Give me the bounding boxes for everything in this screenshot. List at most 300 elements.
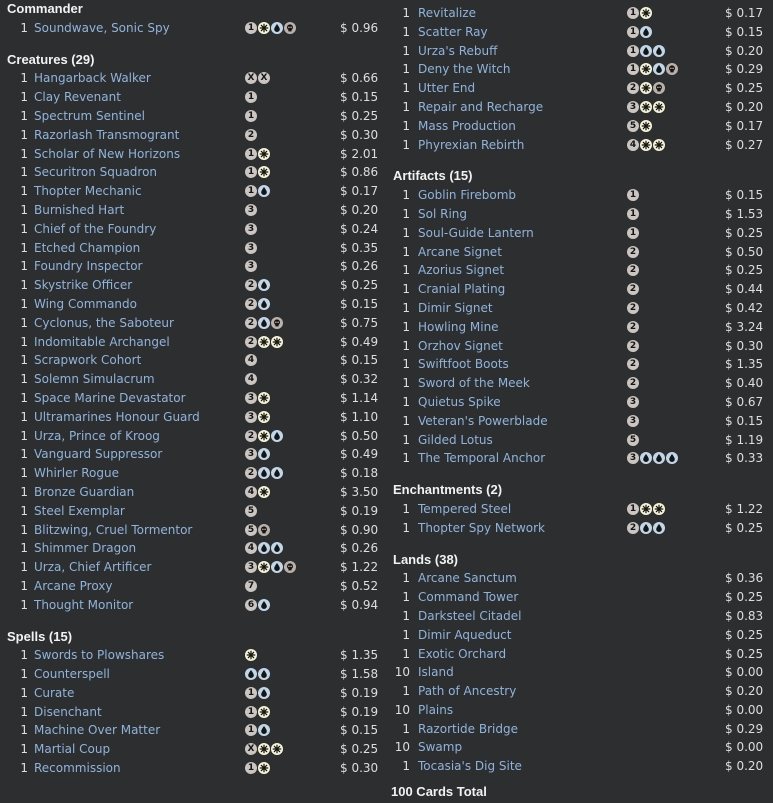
- blue-mana-icon: [258, 448, 270, 460]
- card-quantity: 1: [20, 146, 28, 161]
- card-name-link[interactable]: Tempered Steel: [418, 501, 512, 516]
- card-quantity: 1: [20, 20, 28, 35]
- generic-mana-icon: 2: [245, 279, 257, 291]
- card-name-link[interactable]: Plains: [418, 702, 454, 717]
- card-name-link[interactable]: Solemn Simulacrum: [34, 372, 155, 387]
- blue-mana-icon: [666, 452, 678, 464]
- card-row: [386, 205, 773, 224]
- card-name-link[interactable]: Urza's Rebuff: [418, 43, 498, 58]
- card-name-link[interactable]: Disenchant: [34, 704, 102, 719]
- card-name-link[interactable]: Recommission: [34, 761, 121, 776]
- card-name-link[interactable]: Ultramarines Honour Guard: [34, 409, 200, 424]
- generic-mana-icon: 3: [245, 260, 257, 272]
- card-price: $ 0.94: [340, 597, 379, 612]
- mana-cost: [627, 208, 639, 220]
- card-name-link[interactable]: Skystrike Officer: [34, 278, 133, 293]
- mana-cost: [245, 505, 257, 517]
- generic-mana-icon: 6: [245, 599, 257, 611]
- generic-mana-icon: 5: [627, 434, 639, 446]
- card-price: $ 0.30: [725, 338, 764, 353]
- black-mana-icon: [666, 63, 678, 75]
- card-name-link[interactable]: Foundry Inspector: [34, 259, 143, 274]
- card-name-link[interactable]: Arcane Sanctum: [418, 571, 517, 586]
- card-price: $ 0.25: [340, 278, 379, 293]
- generic-mana-icon: 2: [627, 340, 639, 352]
- card-name-link[interactable]: Hangarback Walker: [34, 71, 151, 86]
- card-quantity: 1: [20, 648, 28, 663]
- mana-cost: [245, 148, 270, 160]
- card-price: $ 0.17: [725, 118, 764, 133]
- card-name-link[interactable]: Bronze Guardian: [34, 484, 135, 499]
- generic-mana-icon: 1: [627, 7, 639, 19]
- card-name-link[interactable]: Path of Ancestry: [418, 684, 517, 699]
- blue-mana-icon: [245, 668, 257, 680]
- card-price: $ 0.90: [340, 522, 379, 537]
- white-mana-icon: [640, 7, 652, 19]
- card-name-link[interactable]: Burnished Hart: [34, 202, 125, 217]
- card-price: $ 0.25: [725, 627, 764, 642]
- card-price: $ 0.29: [725, 721, 764, 736]
- generic-mana-icon: 1: [627, 503, 639, 515]
- card-name-link[interactable]: Arcane Proxy: [34, 578, 113, 593]
- card-row: [0, 182, 388, 201]
- card-price: $ 0.15: [725, 188, 764, 203]
- blue-mana-icon: [258, 542, 270, 554]
- card-row: [0, 759, 388, 778]
- generic-mana-icon: 5: [627, 120, 639, 132]
- generic-mana-icon: 1: [245, 762, 257, 774]
- card-name-link[interactable]: Utter End: [418, 81, 476, 96]
- card-name-link[interactable]: Steel Exemplar: [34, 503, 125, 518]
- mana-cost: [627, 82, 665, 94]
- card-name-link[interactable]: Martial Coup: [34, 742, 111, 757]
- card-row: [386, 374, 773, 393]
- card-quantity: 1: [20, 184, 28, 199]
- generic-mana-icon: 1: [245, 185, 257, 197]
- mana-cost: [627, 283, 639, 295]
- card-price: $ 0.00: [725, 740, 764, 755]
- white-mana-icon: [258, 148, 270, 160]
- generic-mana-icon: 3: [245, 448, 257, 460]
- card-price: $ 0.19: [340, 503, 379, 518]
- card-price: $ 0.20: [725, 43, 764, 58]
- card-name-link[interactable]: Howling Mine: [418, 319, 499, 334]
- mana-cost: [245, 336, 283, 348]
- blue-mana-icon: [640, 45, 652, 57]
- white-mana-icon: [640, 101, 652, 113]
- card-name-link[interactable]: Blitzwing, Cruel Tormentor: [34, 522, 193, 537]
- card-row: [0, 257, 388, 276]
- generic-mana-icon: 1: [245, 687, 257, 699]
- card-row: [386, 79, 773, 98]
- card-price: $ 0.27: [725, 137, 764, 152]
- black-mana-icon: [271, 317, 283, 329]
- card-quantity: 1: [20, 466, 28, 481]
- card-quantity: 1: [20, 578, 28, 593]
- card-name-link[interactable]: Sword of the Meek: [418, 376, 530, 391]
- card-name-link[interactable]: Scholar of New Horizons: [34, 146, 181, 161]
- card-quantity: 1: [20, 447, 28, 462]
- card-price: $ 1.58: [340, 667, 379, 682]
- card-row: [0, 646, 388, 665]
- mana-cost: [627, 139, 665, 151]
- generic-mana-icon: 3: [245, 223, 257, 235]
- card-quantity: 1: [20, 127, 28, 142]
- generic-mana-icon: 3: [245, 242, 257, 254]
- card-name-link[interactable]: Tocasia's Dig Site: [418, 759, 522, 774]
- card-name-link[interactable]: Urza, Prince of Kroog: [34, 428, 160, 443]
- card-name-link[interactable]: Vanguard Suppressor: [34, 447, 163, 462]
- black-mana-icon: [284, 22, 296, 34]
- card-name-link[interactable]: Urza, Chief Artificer: [34, 560, 152, 575]
- card-name-link[interactable]: Revitalize: [418, 6, 477, 20]
- generic-mana-icon: 4: [627, 139, 639, 151]
- card-name-link[interactable]: Curate: [34, 685, 75, 700]
- card-name-link[interactable]: Securitron Squadron: [34, 165, 158, 180]
- generic-mana-icon: 1: [245, 706, 257, 718]
- card-price: $ 0.15: [340, 353, 379, 368]
- mana-cost: [245, 166, 270, 178]
- card-quantity: 1: [402, 432, 410, 447]
- mana-cost: [245, 706, 270, 718]
- x-mana-icon: X: [245, 743, 257, 755]
- generic-mana-icon: 2: [245, 317, 257, 329]
- generic-mana-icon: 2: [627, 283, 639, 295]
- card-name-link[interactable]: Etched Champion: [34, 240, 141, 255]
- white-mana-icon: [640, 503, 652, 515]
- white-mana-icon: [258, 392, 270, 404]
- card-name-link[interactable]: Darksteel Citadel: [418, 608, 522, 623]
- mana-cost: [627, 415, 639, 427]
- blue-mana-icon: [640, 452, 652, 464]
- card-name-link[interactable]: Machine Over Matter: [34, 723, 161, 738]
- card-price: $ 0.30: [340, 761, 379, 776]
- card-price: $ 1.35: [725, 357, 764, 372]
- card-name-link[interactable]: Sol Ring: [418, 206, 468, 221]
- card-row: [386, 42, 773, 61]
- card-quantity: 1: [402, 413, 410, 428]
- mana-cost: [245, 298, 270, 310]
- card-quantity: 1: [402, 188, 410, 203]
- card-quantity: 1: [402, 282, 410, 297]
- card-price: $ 0.25: [725, 646, 764, 661]
- blue-mana-icon: [271, 542, 283, 554]
- mana-cost: [627, 189, 639, 201]
- card-price: $ 0.18: [340, 466, 379, 481]
- card-price: $ 3.50: [340, 484, 379, 499]
- card-price: $ 0.66: [340, 71, 379, 86]
- card-quantity: 1: [20, 503, 28, 518]
- mana-cost: [245, 373, 257, 385]
- card-name-link[interactable]: Chief of the Foundry: [34, 221, 157, 236]
- mana-cost: [627, 340, 639, 352]
- card-row: [0, 740, 388, 759]
- generic-mana-icon: 1: [245, 110, 257, 122]
- card-quantity: 1: [20, 541, 28, 556]
- card-price: $ 1.14: [340, 390, 379, 405]
- white-mana-icon: [640, 63, 652, 75]
- card-name-link[interactable]: Dimir Signet: [418, 300, 493, 315]
- card-row: [0, 464, 388, 483]
- card-row: [0, 558, 388, 577]
- card-price: $ 0.83: [725, 608, 764, 623]
- blue-mana-icon: [258, 279, 270, 291]
- blue-mana-icon: [271, 430, 283, 442]
- generic-mana-icon: 2: [627, 302, 639, 314]
- card-price: $ 0.20: [725, 99, 764, 114]
- card-quantity: 1: [20, 165, 28, 180]
- card-name-link[interactable]: Gilded Lotus: [418, 432, 493, 447]
- card-price: $ 0.17: [725, 6, 764, 20]
- card-row: [386, 393, 773, 412]
- generic-mana-icon: 1: [627, 189, 639, 201]
- card-price: $ 3.24: [725, 319, 764, 334]
- card-row: [0, 577, 388, 596]
- card-price: $ 0.26: [340, 259, 379, 274]
- card-row: [386, 569, 773, 588]
- card-quantity: 1: [20, 71, 28, 86]
- white-mana-icon: [653, 139, 665, 151]
- card-name-link[interactable]: Thought Monitor: [34, 597, 134, 612]
- card-price: $ 0.19: [340, 704, 379, 719]
- card-name-link[interactable]: Deny the Witch: [418, 62, 511, 77]
- mana-cost: [245, 72, 270, 84]
- mana-cost: [627, 120, 652, 132]
- card-price: $ 0.15: [725, 413, 764, 428]
- mana-cost: [245, 561, 296, 573]
- mana-cost: [245, 668, 270, 680]
- card-name-link[interactable]: Scatter Ray: [418, 24, 488, 39]
- card-row: [386, 318, 773, 337]
- generic-mana-icon: 2: [627, 321, 639, 333]
- card-quantity: 1: [20, 761, 28, 776]
- generic-mana-icon: 2: [627, 82, 639, 94]
- card-name-link[interactable]: Island: [418, 665, 454, 680]
- card-quantity: 1: [402, 627, 410, 642]
- card-quantity: 1: [402, 244, 410, 259]
- card-name-link[interactable]: Arcane Signet: [418, 244, 502, 259]
- card-name-link[interactable]: Counterspell: [34, 667, 110, 682]
- card-quantity: 1: [20, 428, 28, 443]
- card-row: [386, 23, 773, 42]
- card-name-link[interactable]: Spectrum Sentinel: [34, 108, 145, 123]
- card-quantity: 1: [20, 723, 28, 738]
- card-name-link[interactable]: Space Marine Devastator: [34, 390, 186, 405]
- blue-mana-icon: [653, 522, 665, 534]
- card-price: $ 0.00: [725, 702, 764, 717]
- card-row: [0, 201, 388, 220]
- white-mana-icon: [258, 430, 270, 442]
- card-quantity: 1: [20, 597, 28, 612]
- mana-cost: [627, 63, 678, 75]
- card-price: $ 0.25: [340, 742, 379, 757]
- card-name-link[interactable]: Whirler Rogue: [34, 466, 119, 481]
- mana-cost: [245, 185, 270, 197]
- mana-cost: [627, 503, 665, 515]
- card-name-link[interactable]: Phyrexian Rebirth: [418, 137, 525, 152]
- card-row: [0, 69, 388, 88]
- card-quantity: 1: [20, 259, 28, 274]
- card-row: [386, 663, 773, 682]
- mana-cost: [627, 7, 652, 19]
- card-row: [0, 408, 388, 427]
- generic-mana-icon: 1: [627, 227, 639, 239]
- card-row: [386, 243, 773, 262]
- card-quantity: 1: [402, 300, 410, 315]
- card-name-link[interactable]: The Temporal Anchor: [418, 451, 546, 466]
- card-quantity: 10: [394, 702, 410, 717]
- mana-cost: [627, 377, 639, 389]
- card-quantity: 1: [402, 99, 410, 114]
- card-quantity: 1: [402, 394, 410, 409]
- card-price: $ 1.22: [340, 560, 379, 575]
- generic-mana-icon: 4: [245, 354, 257, 366]
- card-name-link[interactable]: Mass Production: [418, 118, 516, 133]
- card-quantity: 1: [20, 334, 28, 349]
- card-name-link[interactable]: Razorlash Transmogrant: [34, 127, 180, 142]
- card-row: [386, 261, 773, 280]
- blue-mana-icon: [258, 317, 270, 329]
- card-quantity: 1: [402, 684, 410, 699]
- card-name-link[interactable]: Razortide Bridge: [418, 721, 518, 736]
- generic-mana-icon: 7: [245, 580, 257, 592]
- card-price: $ 0.44: [725, 282, 764, 297]
- card-row: [0, 295, 388, 314]
- card-row: [0, 370, 388, 389]
- white-mana-icon: [258, 411, 270, 423]
- card-name-link[interactable]: Azorius Signet: [418, 263, 505, 278]
- card-quantity: 1: [20, 372, 28, 387]
- card-price: $ 0.35: [340, 240, 379, 255]
- blue-mana-icon: [258, 599, 270, 611]
- card-row: [386, 186, 773, 205]
- card-name-link[interactable]: Dimir Aqueduct: [418, 627, 512, 642]
- mana-cost: [245, 762, 270, 774]
- mana-cost: [245, 430, 283, 442]
- card-name-link[interactable]: Command Tower: [418, 590, 519, 605]
- card-row: [386, 4, 773, 23]
- card-name-link[interactable]: Quietus Spike: [418, 394, 501, 409]
- card-name-link[interactable]: Orzhov Signet: [418, 338, 503, 353]
- generic-mana-icon: 3: [245, 411, 257, 423]
- mana-cost: [627, 396, 639, 408]
- white-mana-icon: [653, 101, 665, 113]
- card-quantity: 1: [402, 118, 410, 133]
- card-price: $ 0.96: [340, 20, 379, 35]
- card-quantity: 1: [402, 646, 410, 661]
- card-name-link[interactable]: Thopter Mechanic: [34, 184, 142, 199]
- card-name-link[interactable]: Cranial Plating: [418, 282, 506, 297]
- generic-mana-icon: 2: [245, 298, 257, 310]
- card-name-link[interactable]: Swamp: [418, 740, 463, 755]
- card-price: $ 0.50: [340, 428, 379, 443]
- generic-mana-icon: 5: [245, 505, 257, 517]
- generic-mana-icon: 3: [627, 415, 639, 427]
- card-quantity: 1: [402, 24, 410, 39]
- card-name-link[interactable]: Clay Revenant: [34, 90, 121, 105]
- card-name-link[interactable]: Soundwave, Sonic Spy: [34, 20, 170, 35]
- card-name-link[interactable]: Swiftfoot Boots: [418, 357, 509, 372]
- card-quantity: 1: [20, 560, 28, 575]
- card-row: [0, 521, 388, 540]
- card-name-link[interactable]: Cyclonus, the Saboteur: [34, 315, 174, 330]
- card-price: $ 0.67: [725, 394, 764, 409]
- card-price: $ 0.36: [725, 571, 764, 586]
- card-name-link[interactable]: Swords to Plowshares: [34, 648, 165, 663]
- black-mana-icon: [284, 561, 296, 573]
- card-row: [386, 136, 773, 155]
- white-mana-icon: [245, 649, 257, 661]
- card-quantity: 1: [20, 484, 28, 499]
- card-name-link[interactable]: Repair and Recharge: [418, 99, 544, 114]
- card-name-link[interactable]: Thopter Spy Network: [418, 520, 545, 535]
- card-row: [0, 483, 388, 502]
- mana-cost: [627, 101, 665, 113]
- card-quantity: 1: [402, 721, 410, 736]
- card-quantity: 1: [402, 590, 410, 605]
- card-name-link[interactable]: Shimmer Dragon: [34, 541, 137, 556]
- card-price: $ 0.50: [725, 244, 764, 259]
- card-quantity: 1: [402, 338, 410, 353]
- card-price: $ 0.75: [340, 315, 379, 330]
- card-row: [386, 645, 773, 664]
- blue-mana-icon: [653, 45, 665, 57]
- card-quantity: 1: [402, 451, 410, 466]
- white-mana-icon: [258, 743, 270, 755]
- card-row: [0, 276, 388, 295]
- card-name-link[interactable]: Goblin Firebomb: [418, 188, 517, 203]
- card-row: [0, 88, 388, 107]
- card-price: $ 0.26: [340, 541, 379, 556]
- card-row: [0, 107, 388, 126]
- white-mana-icon: [258, 22, 270, 34]
- mana-cost: [245, 260, 257, 272]
- card-name-link[interactable]: Scrapwork Cohort: [34, 353, 142, 368]
- card-name-link[interactable]: Soul-Guide Lantern: [418, 225, 534, 240]
- card-price: $ 0.25: [725, 81, 764, 96]
- mana-cost: [627, 522, 665, 534]
- card-row: [386, 701, 773, 720]
- mana-cost: [245, 542, 283, 554]
- blue-mana-icon: [271, 22, 283, 34]
- deck-total-count: 100 Cards Total: [391, 784, 487, 800]
- card-quantity: 1: [402, 520, 410, 535]
- blue-mana-icon: [640, 522, 652, 534]
- card-price: $ 0.40: [725, 376, 764, 391]
- card-quantity: 1: [402, 137, 410, 152]
- card-price: $ 0.25: [340, 108, 379, 123]
- card-name-link[interactable]: Indomitable Archangel: [34, 334, 170, 349]
- mana-cost: [627, 321, 639, 333]
- card-quantity: 1: [20, 108, 28, 123]
- card-price: $ 0.00: [725, 665, 764, 680]
- card-name-link[interactable]: Exotic Orchard: [418, 646, 507, 661]
- decklist-left-column: [0, 0, 388, 778]
- card-row: [0, 721, 388, 740]
- card-name-link[interactable]: Veteran's Powerblade: [418, 413, 548, 428]
- card-name-link[interactable]: Wing Commando: [34, 296, 137, 311]
- generic-mana-icon: 2: [627, 522, 639, 534]
- card-price: $ 0.17: [340, 184, 379, 199]
- white-mana-icon: [640, 139, 652, 151]
- card-price: $ 0.52: [340, 578, 379, 593]
- blue-mana-icon: [258, 687, 270, 699]
- card-row: [386, 355, 773, 374]
- card-row: [386, 626, 773, 645]
- generic-mana-icon: 3: [245, 561, 257, 573]
- card-quantity: 1: [20, 667, 28, 682]
- card-price: $ 0.86: [340, 165, 379, 180]
